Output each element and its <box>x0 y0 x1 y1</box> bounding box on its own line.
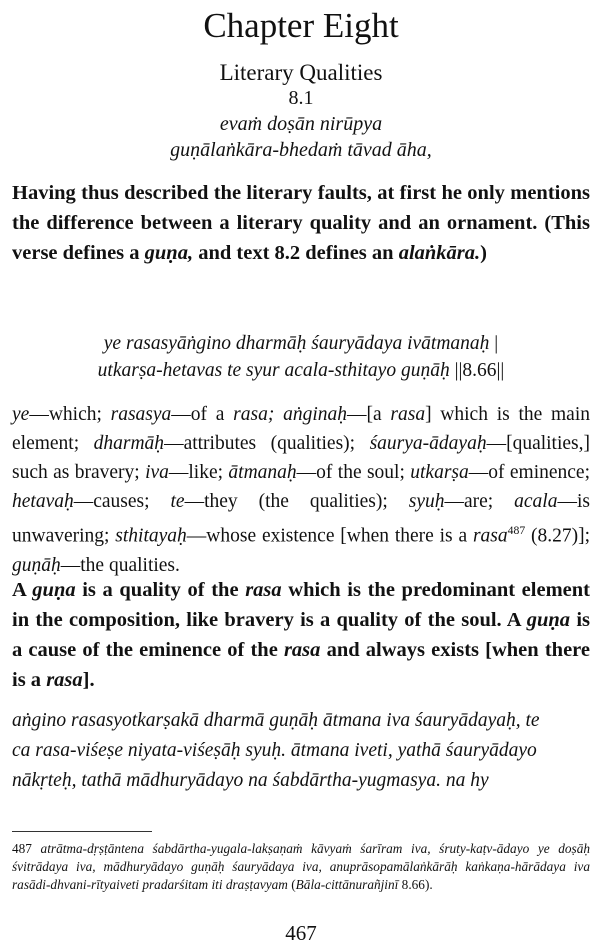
text-segment: —whose existence [when there is a <box>186 525 473 547</box>
text-segment: which is the predominant element in the composition, like bravery is a quality of the soul. A <box>12 579 590 631</box>
text-segment: iva <box>145 462 169 483</box>
text-segment: —like; <box>168 462 229 483</box>
text-segment: dharmāḥ <box>93 433 165 454</box>
text-segment: sthitayaḥ <box>115 525 187 547</box>
text-segment: —causes; <box>73 491 171 512</box>
text-segment: acala <box>514 491 558 512</box>
intro-line: guṇālaṅkāra-bhedaṁ tāvad āha, <box>170 139 432 161</box>
text-segment: ) <box>480 242 487 264</box>
text-segment: rasa; aṅginaḥ <box>233 404 347 425</box>
intro-line: evaṁ doṣān nirūpya <box>219 113 383 135</box>
text-segment: rasa <box>46 669 83 691</box>
translation-summary-paragraph <box>12 178 590 268</box>
footnote-reference: 487 <box>507 524 526 537</box>
text-segment: and text 8.2 defines an <box>193 242 399 264</box>
text-segment: is a cause of the eminence of the <box>12 609 590 661</box>
page-number: 467 <box>285 921 317 945</box>
footnote-divider <box>12 831 152 832</box>
text-segment: rasa <box>283 639 321 661</box>
text-segment: and always exists [when there is a <box>12 639 590 691</box>
text-segment: ye <box>12 404 30 425</box>
text-segment: utkarṣa <box>410 462 469 483</box>
text-segment: te <box>170 491 185 512</box>
text-segment: | <box>494 333 499 354</box>
text-segment: —of eminence; <box>468 462 590 483</box>
text-segment: is a quality of the <box>75 579 246 601</box>
sanskrit-verse <box>12 330 590 384</box>
word-for-word-paragraph <box>12 400 590 580</box>
text-segment: rasa <box>390 404 426 425</box>
text-segment: —which; <box>29 404 111 425</box>
text-segment: atrātma-dṛṣṭāntena śabdārtha-yugala-lakṣaṇaṁ kāvyaṁ śarīram iva, śruty-kaṭv-ādayo ye doṣāḥ śvitrādaya iva, mādhuryādayo guṇāḥ śauryādaya iva, anuprāsopamālaṅkārāḥ kaṅkaṇa-hārādaya iva rasādi-dhvani-rītyaiveti pradarśitam iti draṣṭavyam <box>12 841 590 892</box>
chapter-subtitle: Literary Qualities <box>219 60 383 85</box>
chapter-title: Chapter Eight <box>203 6 399 45</box>
text-segment: ] which is the main element; <box>12 404 590 454</box>
text-segment: —of the soul; <box>296 462 411 483</box>
commentary-paragraph <box>12 706 590 796</box>
text-segment: guṇa <box>32 579 76 601</box>
text-segment: —attributes (qualities); <box>164 433 370 454</box>
text-segment: —[a <box>347 404 391 425</box>
text-segment: śaurya-ādayaḥ <box>369 433 487 454</box>
text-segment: guṇāḥ <box>12 554 61 576</box>
text-segment: —are; <box>444 491 515 512</box>
text-segment: ye rasasyāṅgino dharmāḥ śauryādaya ivātmanaḥ <box>103 333 495 354</box>
text-segment: (8.27)]; <box>525 525 590 547</box>
text-segment: Bāla-cittānurañjinī <box>295 877 399 892</box>
text-segment: utkarṣa-hetavas te syur acala-sthitayo guṇāḥ <box>97 360 455 381</box>
text-segment: ātmanaḥ <box>228 462 297 483</box>
text-segment: hetavaḥ <box>12 491 74 512</box>
text-segment: —of a <box>171 404 234 425</box>
text-segment: alaṅkāra. <box>398 242 481 264</box>
text-segment: rasasya <box>110 404 172 425</box>
translation-paragraph <box>12 575 590 695</box>
verse-number: 8.1 <box>288 87 314 109</box>
text-segment: 487 <box>12 841 41 856</box>
verse-line <box>12 357 590 384</box>
text-segment: ]. <box>82 669 95 691</box>
text-segment: ( <box>287 877 296 892</box>
text-segment: A <box>12 579 33 601</box>
text-segment: ||8.66|| <box>454 360 505 381</box>
footnote-487 <box>12 840 590 894</box>
text-segment: rasa <box>472 525 508 547</box>
text-segment: Having thus described the literary faults, at first he only mentions the difference between a literary quality and an ornament. (This verse defines a <box>12 182 590 264</box>
text-segment: —the qualities. <box>60 554 180 576</box>
commentary-line: aṅgino rasasyotkarṣakā dharmā guṇāḥ ātmana iva śauryādayaḥ, te <box>12 710 540 731</box>
text-segment: guṇa <box>526 609 571 631</box>
commentary-line: nākṛteḥ, tathā mādhuryādayo na śabdārtha-yugmasya. na hy <box>12 770 489 791</box>
text-segment: rasa <box>245 579 282 601</box>
text-segment: syuḥ <box>408 491 445 512</box>
text-segment: —[qualities,] such as bravery; <box>12 433 591 483</box>
text-segment: —is unwavering; <box>12 491 590 547</box>
intro-verse <box>12 111 590 163</box>
text-segment: —they (the qualities); <box>184 491 409 512</box>
text-segment: guṇa, <box>144 242 194 264</box>
verse-line <box>12 330 590 357</box>
text-segment: 8.66). <box>398 877 433 892</box>
commentary-line: ca rasa-viśeṣe niyata-viśeṣāḥ syuḥ. ātmana iveti, yathā śauryādayo <box>12 740 537 761</box>
